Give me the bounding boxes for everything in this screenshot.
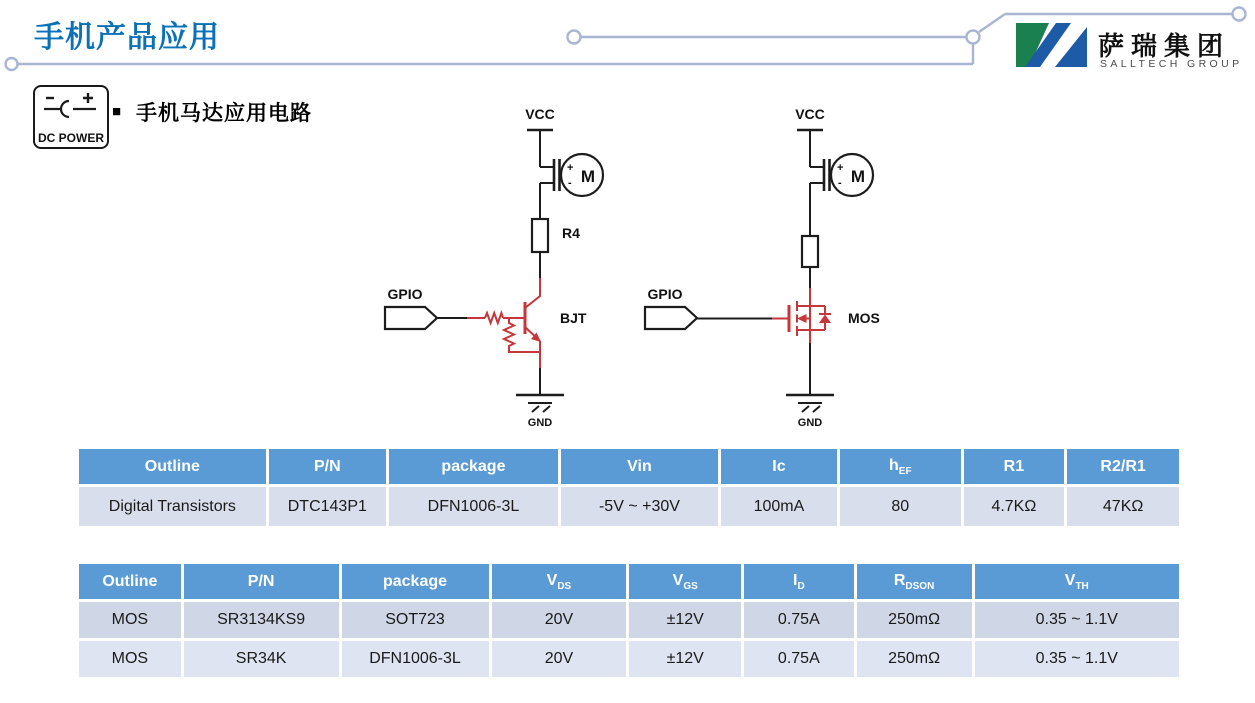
- column-header: $I_D$: [743, 563, 856, 601]
- table-cell: SR34K: [182, 640, 340, 679]
- column-header: R2/R1: [1066, 448, 1181, 486]
- bjt-resistor-r4: [532, 219, 548, 252]
- table-cell: 250mΩ: [855, 640, 973, 679]
- column-header: $V_{DS}$: [490, 563, 628, 601]
- table-cell: SOT723: [340, 601, 490, 640]
- table-cell: DFN1006-3L: [340, 640, 490, 679]
- mos-motor-plus: +: [837, 162, 844, 174]
- table-cell: 0.35 ~ 1.1V: [973, 601, 1180, 640]
- table-cell: -5V ~ +30V: [559, 486, 719, 528]
- column-header: Ic: [719, 448, 838, 486]
- column-header: $V_{TH}$: [973, 563, 1180, 601]
- company-name-cn: 萨瑞集团: [1098, 31, 1231, 61]
- table-cell: 20V: [490, 640, 628, 679]
- mos-gnd-label: GND: [797, 417, 823, 429]
- dc-power-label: DC POWER: [38, 131, 104, 145]
- table-cell: 47KΩ: [1066, 486, 1181, 528]
- column-header: $h_{EF}$: [839, 448, 963, 486]
- table-cell: ±12V: [628, 601, 743, 640]
- mos-circuit: [645, 106, 880, 429]
- company-logo-icon: [1016, 22, 1092, 72]
- table-cell: DFN1006-3L: [387, 486, 559, 528]
- table-cell: ±12V: [628, 640, 743, 679]
- table-row: [78, 486, 1181, 528]
- column-header: Vin: [559, 448, 719, 486]
- bjt-circuit: [385, 106, 603, 429]
- table-cell: 0.75A: [743, 601, 856, 640]
- bjt-motor-m: M: [580, 167, 596, 186]
- page-title: 手机产品应用: [34, 21, 220, 54]
- column-header: Outline: [78, 563, 183, 601]
- table-cell: 20V: [490, 601, 628, 640]
- table-row: [78, 601, 1181, 640]
- table-cell: 250mΩ: [855, 601, 973, 640]
- section-heading: 手机马达应用电路: [136, 102, 312, 125]
- bjt-r4-label: R4: [562, 225, 580, 241]
- dc-plug-icon: [35, 87, 103, 121]
- column-header: P/N: [182, 563, 340, 601]
- mos-resistor: [802, 236, 818, 267]
- bjt-device-label: BJT: [560, 310, 587, 326]
- bjt-gnd-label: GND: [527, 417, 553, 429]
- bjt-spec-table: [76, 446, 1182, 529]
- bjt-vcc-label: VCC: [525, 106, 555, 122]
- table-cell: SR3134KS9: [182, 601, 340, 640]
- bjt-motor-minus: -: [568, 177, 572, 189]
- motor-driver-circuits: [360, 95, 920, 445]
- table-cell: 0.35 ~ 1.1V: [973, 640, 1180, 679]
- table-cell: DTC143P1: [267, 486, 387, 528]
- column-header: $R_{DSON}$: [855, 563, 973, 601]
- mos-gpio-label: GPIO: [647, 286, 683, 302]
- bjt-gpio-pin: [385, 307, 437, 329]
- column-header: package: [387, 448, 559, 486]
- dc-power-badge: [33, 85, 109, 149]
- company-name-en: SALLTECH GROUP: [1100, 58, 1243, 70]
- mos-gpio-pin: [645, 307, 697, 329]
- mos-vcc-label: VCC: [795, 106, 825, 122]
- column-header: Outline: [78, 448, 268, 486]
- column-header: P/N: [267, 448, 387, 486]
- table-cell: 0.75A: [743, 640, 856, 679]
- mos-spec-table: [76, 561, 1182, 680]
- bjt-gpio-label: GPIO: [387, 286, 423, 302]
- table-cell: MOS: [78, 601, 183, 640]
- bjt-motor-plus: +: [567, 162, 574, 174]
- table-cell: 100mA: [719, 486, 838, 528]
- table-cell: 80: [839, 486, 963, 528]
- table-cell: MOS: [78, 640, 183, 679]
- column-header: $V_{GS}$: [628, 563, 743, 601]
- table-cell: Digital Transistors: [78, 486, 268, 528]
- table-row: [78, 640, 1181, 679]
- column-header: R1: [962, 448, 1066, 486]
- section-bullet: ■: [112, 103, 122, 120]
- column-header: package: [340, 563, 490, 601]
- table-cell: 4.7KΩ: [962, 486, 1066, 528]
- company-logo: [1016, 22, 1242, 74]
- mos-motor-m: M: [850, 167, 866, 186]
- mos-device-label: MOS: [848, 310, 880, 326]
- mos-motor-minus: -: [838, 177, 842, 189]
